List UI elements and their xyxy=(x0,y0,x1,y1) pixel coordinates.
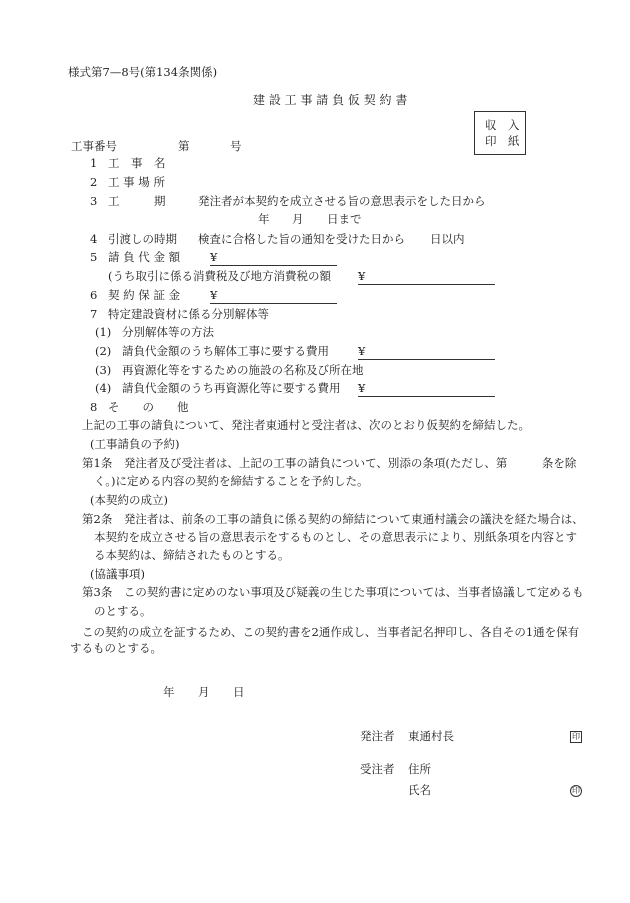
work-number-dai: 第 xyxy=(178,139,190,153)
item4-within: 日以内 xyxy=(430,232,465,246)
item5-yen: ¥ xyxy=(210,250,218,264)
item5-label: 請 負 代 金 額 xyxy=(108,250,181,264)
section1-heading: (工事請負の予約) xyxy=(90,437,180,451)
contractor-label: 受注者 xyxy=(360,762,395,776)
stamp-box-line2: 印 紙 xyxy=(485,134,520,148)
date-year: 年 xyxy=(163,685,175,699)
item2-num: 2 xyxy=(90,175,98,189)
item7-sub2-yen: ¥ xyxy=(358,344,366,358)
item3-year: 年 xyxy=(258,212,270,226)
contractor-name-label: 氏名 xyxy=(408,783,431,797)
item1-label: 工 事 名 xyxy=(108,156,166,170)
article2-line3: る本契約は、締結されたものとする。 xyxy=(94,548,290,562)
section2-heading: (本契約の成立) xyxy=(90,493,168,507)
document-title: 建 設 工 事 請 負 仮 契 約 書 xyxy=(253,93,408,107)
date-day: 日 xyxy=(233,685,245,699)
item8-num: 8 xyxy=(90,400,98,414)
item7-sub3-text: 再資源化等をするための施設の名称及び所在地 xyxy=(122,363,364,377)
article3-line1: 第3条 この契約書に定めのない事項及び疑義の生じた事項については、当事者協議して定めるも xyxy=(82,585,584,599)
item5-amount-line xyxy=(210,265,337,266)
contractor-address-label: 住所 xyxy=(408,762,431,776)
contractor-seal xyxy=(570,784,582,797)
intro-paragraph: 上記の工事の請負について、発注者東通村と受注者は、次のとおり仮契約を締結した。 xyxy=(82,418,531,432)
item7-sub4-text: 請負代金額のうち再資源化等に要する費用 xyxy=(122,381,341,395)
date-month: 月 xyxy=(198,685,210,699)
item6-amount-line xyxy=(210,303,337,304)
closing-line2: するものとする。 xyxy=(70,641,162,655)
article1-line2: く。)に定める内容の契約を締結することを予約した。 xyxy=(94,474,369,488)
item6-yen: ¥ xyxy=(210,288,218,302)
item6-label: 契 約 保 証 金 xyxy=(108,288,181,302)
article2-line2: 本契約を成立させる旨の意思表示をするものとし、その意思表示により、別紙条項を内容とす xyxy=(94,530,577,544)
work-number-go: 号 xyxy=(230,139,242,153)
item7-sub4-num: (4) xyxy=(95,381,112,395)
item3-num: 3 xyxy=(90,194,98,208)
item7-sub2-num: (2) xyxy=(95,344,112,358)
revenue-stamp-box xyxy=(474,111,526,155)
item4-num: 4 xyxy=(90,232,98,246)
item2-label: 工 事 場 所 xyxy=(108,175,165,189)
item5-tax-label: (うち取引に係る消費税及び地方消費税の額 xyxy=(108,269,331,283)
item7-sub2-text: 請負代金額のうち解体工事に要する費用 xyxy=(122,344,329,358)
form-number: 様式第7—8号(第134条関係) xyxy=(68,65,218,79)
item7-sub3-num: (3) xyxy=(95,363,112,377)
article3-line2: のとする。 xyxy=(94,604,152,618)
item3-month: 月 xyxy=(292,212,304,226)
article2-line1: 第2条 発注者は、前条の工事の請負に係る契約の締結について東通村議会の議決を経た場合は、 xyxy=(82,512,584,526)
seal-circle-icon: 印 xyxy=(572,786,580,795)
item5-num: 5 xyxy=(90,250,98,264)
article1-line1: 第1条 発注者及び受注者は、上記の工事の請負について、別添の条項(ただし、第 条を除 xyxy=(82,456,577,470)
closing-line1: この契約の成立を証するため、この契約書を2通作成し、当事者記名押印し、各自その1通を保有 xyxy=(82,625,580,639)
item3-text: 発注者が本契約を成立させる旨の意思表示をした日から xyxy=(198,194,486,208)
orderer-seal xyxy=(570,730,582,743)
seal-square-icon: 印 xyxy=(572,732,580,741)
item4-text: 検査に合格した旨の通知を受けた日から xyxy=(198,232,405,246)
item7-sub4-yen: ¥ xyxy=(358,381,366,395)
item7-sub1-text: 分別解体等の方法 xyxy=(122,325,214,339)
section3-heading: (協議事項) xyxy=(90,567,145,581)
item4-label: 引渡しの時期 xyxy=(108,232,177,246)
item7-label: 特定建設資材に係る分別解体等 xyxy=(108,307,269,321)
item6-num: 6 xyxy=(90,288,98,302)
item7-sub1-num: (1) xyxy=(95,325,112,339)
item3-until: 日まで xyxy=(327,212,362,226)
orderer-name: 東通村長 xyxy=(408,729,454,743)
item5-tax-line xyxy=(358,284,495,285)
item5-tax-yen: ¥ xyxy=(358,269,366,283)
item1-num: 1 xyxy=(90,156,98,170)
stamp-box-line1: 収 入 xyxy=(485,118,520,132)
item7-sub2-line xyxy=(358,359,495,360)
item8-label: そ の 他 xyxy=(108,400,189,414)
item3-label: 工 期 xyxy=(108,194,166,208)
item7-num: 7 xyxy=(90,307,98,321)
item7-sub4-line xyxy=(358,396,495,397)
work-number-label: 工事番号 xyxy=(71,139,117,153)
orderer-label: 発注者 xyxy=(360,729,395,743)
